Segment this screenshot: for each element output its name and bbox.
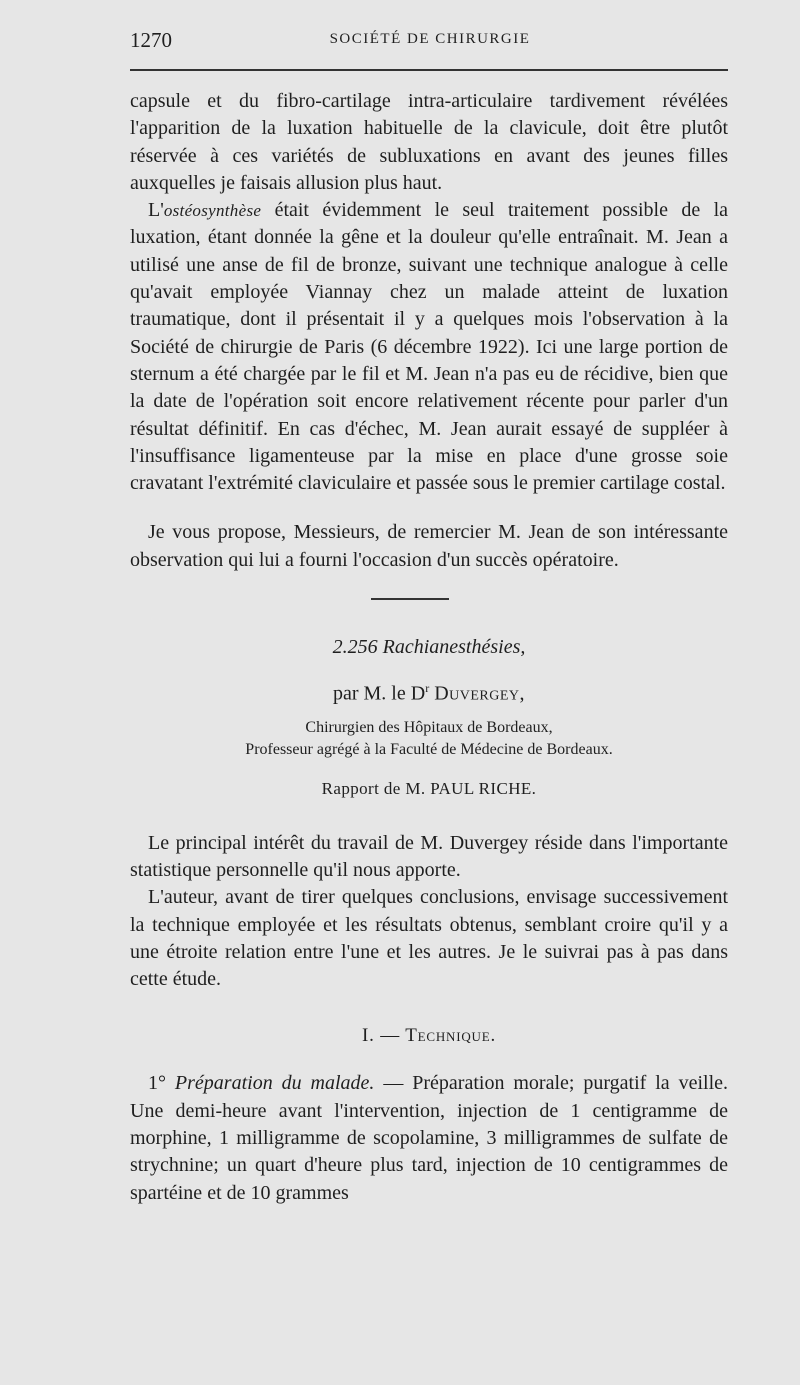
- paragraph-osteosynthesis: L'ostéosynthèse était évidemment le seul traitement possible de la luxation, étant donnée la gêne et la douleur qu'elle entraînait. M. Jean a utilisé une anse de fil de bronze, suivant une technique analogue à celle qu'avait employée Viannay chez un malade atteint de luxation traumatique, dont il présentait il y a quelques mois l'observation à la Société de chirurgie de Paris (6 décembre 1922). Ici une large portion de sternum a été chargée par le fil et M. Jean n'a pas eu de récidive, bien que la date de l'opération soit encore relativement récente pour parler d'un résultat définitif. En cas d'échec, M. Jean aurait essayé de suppléer à l'insuffisance ligamenteuse par la mise en place d'une grosse soie cravatant l'extrémité claviculaire et passée sous le premier cartilage costal.: [130, 199, 728, 495]
- article-byline: par M. le $D^r$ Duvergey,: [332, 681, 526, 705]
- section-heading: I. — Technique.: [361, 1025, 497, 1047]
- author-affiliation: Professeur agrégé à la Faculté de Médecine de Bordeaux.: [245, 740, 613, 758]
- paragraph-conclusion: Je vous propose, Messieurs, de remercier M. Jean de son intéressante observation qui lui a fourni l'occasion d'un succès opératoire.: [130, 521, 728, 571]
- section-separator: [371, 598, 449, 600]
- author-name: Duvergey,: [434, 682, 526, 705]
- emphasis-osteosynthesis: ostéosynthèse: [163, 201, 262, 221]
- paragraph-preparation: 1° Préparation du malade. — Préparation morale; purgatif la veille. Une demi-heure avant l'intervention, injection de 1 centigramme de morphine, 1 milligramme de scopolamine, 3 milligrammes de sulfate de strychnine; un quart d'heure plus tard, injection de 10 centigrammes de spartéine et de 10 grammes: [130, 1072, 729, 1204]
- article-title: [130, 634, 728, 661]
- article-number: 2.256: [332, 636, 378, 659]
- author-affiliation: Chirurgien des Hôpitaux de Bordeaux,: [305, 718, 553, 736]
- article-title-text: Rachianesthésies,: [382, 636, 526, 659]
- paragraph: L'auteur, avant de tirer quelques conclusions, envisage successivement la technique employée et les résultats obtenus, semblant croire qu'il y a une étroite relation entre l'une et les autres. Je le suivrai pas à pas dans cette étude.: [130, 886, 728, 991]
- paragraph: Le principal intérêt du travail de M. Duvergey réside dans l'importante statistique personnelle qu'il nous apporte.: [130, 831, 728, 881]
- page-header: [130, 28, 730, 54]
- report-attribution: Rapport de M. PAUL RICHE.: [321, 778, 537, 798]
- page-number: 1270: [130, 28, 172, 52]
- running-title: SOCIÉTÉ DE CHIRURGIE: [329, 31, 531, 47]
- header-rule: [130, 69, 728, 71]
- subheading: Préparation du malade.: [174, 1072, 375, 1095]
- body-text: [130, 88, 728, 1207]
- paragraph: capsule et du fibro-cartilage intra-articulaire tardivement révélées l'apparition de la luxation habituelle de la clavicule, doit être plutôt réservée à ces variétés de subluxations en avant des jeunes filles auxquelles je faisais allusion plus haut.: [130, 90, 728, 194]
